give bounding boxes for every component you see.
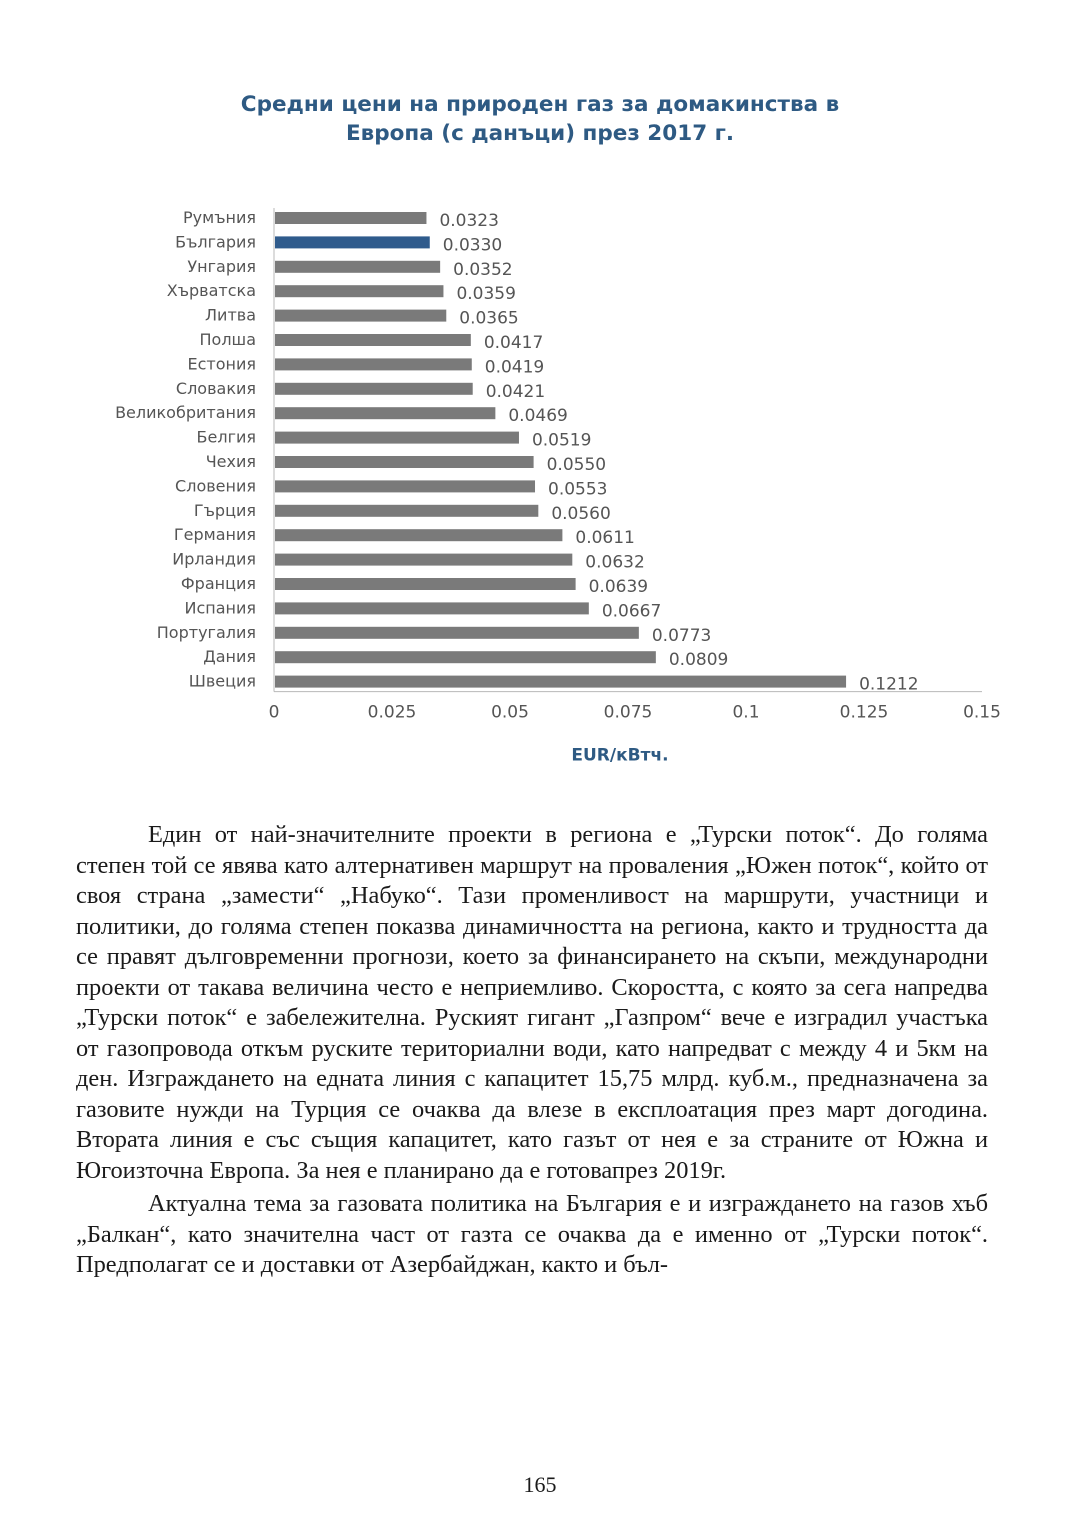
value-label: 0.0550	[546, 455, 607, 475]
value-label: 0.0773	[651, 625, 712, 646]
value-label: 0.0667	[601, 601, 662, 622]
x-tick-label: 0.025	[367, 702, 417, 723]
category-label: Ирландия	[172, 549, 256, 569]
category-label: Швеция	[188, 671, 256, 691]
bar	[275, 578, 576, 590]
x-tick-label: 0.05	[491, 702, 529, 723]
bar	[275, 651, 656, 663]
value-label: 0.0560	[551, 503, 611, 524]
x-tick-label: 0	[268, 702, 280, 723]
bar	[275, 236, 430, 248]
value-label: 0.0352	[453, 259, 513, 280]
body-text	[76, 820, 988, 1284]
bar	[275, 456, 534, 468]
bar	[275, 334, 471, 346]
value-label: 0.0323	[439, 211, 499, 231]
category-label: Естония	[187, 354, 256, 374]
bar	[275, 529, 562, 541]
category-label: Хърватска	[166, 281, 256, 301]
value-label: 0.0417	[483, 333, 544, 353]
bar	[275, 432, 519, 444]
bar-chart	[0, 190, 1080, 780]
bar	[275, 261, 440, 273]
category-label: Испания	[184, 598, 256, 618]
value-label: 0.0809	[668, 650, 729, 671]
category-label: Унгария	[187, 256, 256, 276]
value-label: 0.0632	[585, 552, 645, 573]
category-label: Великобритания	[115, 403, 256, 423]
x-tick-label: 0.125	[839, 702, 889, 723]
category-label: Словения	[175, 476, 256, 496]
category-label: Белгия	[196, 427, 256, 447]
category-label: Чехия	[205, 452, 256, 471]
x-axis-title: EUR/кВтч.	[571, 745, 669, 766]
bar	[275, 505, 538, 517]
category-label: Литва	[205, 305, 256, 325]
value-label: 0.1212	[859, 674, 919, 695]
bar	[275, 480, 535, 492]
bar	[275, 383, 473, 395]
chart-title-line-1: Средни цени на природен газ за домакинства в	[240, 92, 840, 117]
chart-title-line-2: Европа (с данъци) през 2017 г.	[345, 121, 735, 146]
category-label: Франция	[180, 574, 256, 593]
bar	[275, 310, 446, 322]
value-label: 0.0419	[484, 357, 545, 378]
chart-title	[120, 90, 960, 148]
value-label: 0.0553	[548, 479, 608, 500]
category-label: Полша	[199, 330, 256, 349]
value-label: 0.0365	[459, 308, 519, 329]
bar	[275, 627, 639, 639]
category-label: Словакия	[175, 378, 256, 398]
bar	[275, 407, 495, 419]
value-label: 0.0519	[531, 430, 592, 451]
paragraph-2: Актуална тема за газовата политика на България е и изграждането на газов хъб „Балкан“, като значителна част от газта се очаква да е именно от „Турски поток“. Предполагат се и доставки от Азербайджан, както и бъл-	[76, 1190, 988, 1278]
bar	[275, 602, 589, 614]
bar	[275, 212, 426, 224]
bar	[275, 358, 472, 370]
category-label: Гърция	[193, 500, 256, 520]
x-tick-label: 0.1	[732, 702, 760, 723]
x-tick-label: 0.075	[603, 702, 653, 723]
value-label: 0.0611	[575, 528, 635, 549]
value-label: 0.0359	[456, 284, 516, 305]
category-label: България	[175, 232, 256, 252]
category-label: Дания	[203, 647, 256, 667]
paragraph-1: Един от най-значителните проекти в региона е „Турски поток“. До голяма степен той се явява като алтернативен маршрут на проваления „Южен поток“, който от своя страна „замести“ „Набуко“. Тази променливост на маршрути, участници и политики, до голяма степен показва динамичността на региона, както и трудността да се правят дълговременни прогнози, което за финансирането на скъпи, международни проекти от такава величина често е неприемливо. Скоростта, с която за сега напредва „Турски поток“ е забележителна. Руският гигант „Газпром“ вече е изградил участъка от газопровода откъм руските териториални води, като напредват с между 4 и 5км на ден. Изграждането на едната линия с капацитет 15,75 млрд. куб.м., предназначена за газовите нужди на Турция се очаква да влезе в експлоатация през март догодина. Втората линия е със същия капацитет, като газът от нея е за страните от Южна и Югоизточна Европа. За нея е планирано да е готовапрез 2019г.	[76, 821, 988, 1184]
bar	[275, 554, 572, 566]
value-label: 0.0639	[588, 577, 649, 597]
x-tick-label: 0.15	[963, 702, 1001, 723]
category-label: Португалия	[156, 622, 256, 642]
value-label: 0.0330	[442, 235, 503, 256]
value-label: 0.0469	[508, 406, 568, 427]
page-number: 165	[523, 1472, 557, 1497]
bar	[275, 676, 846, 688]
category-label: Германия	[173, 525, 256, 545]
bar	[275, 285, 443, 297]
category-label: Румъния	[183, 208, 256, 227]
value-label: 0.0421	[485, 381, 546, 402]
